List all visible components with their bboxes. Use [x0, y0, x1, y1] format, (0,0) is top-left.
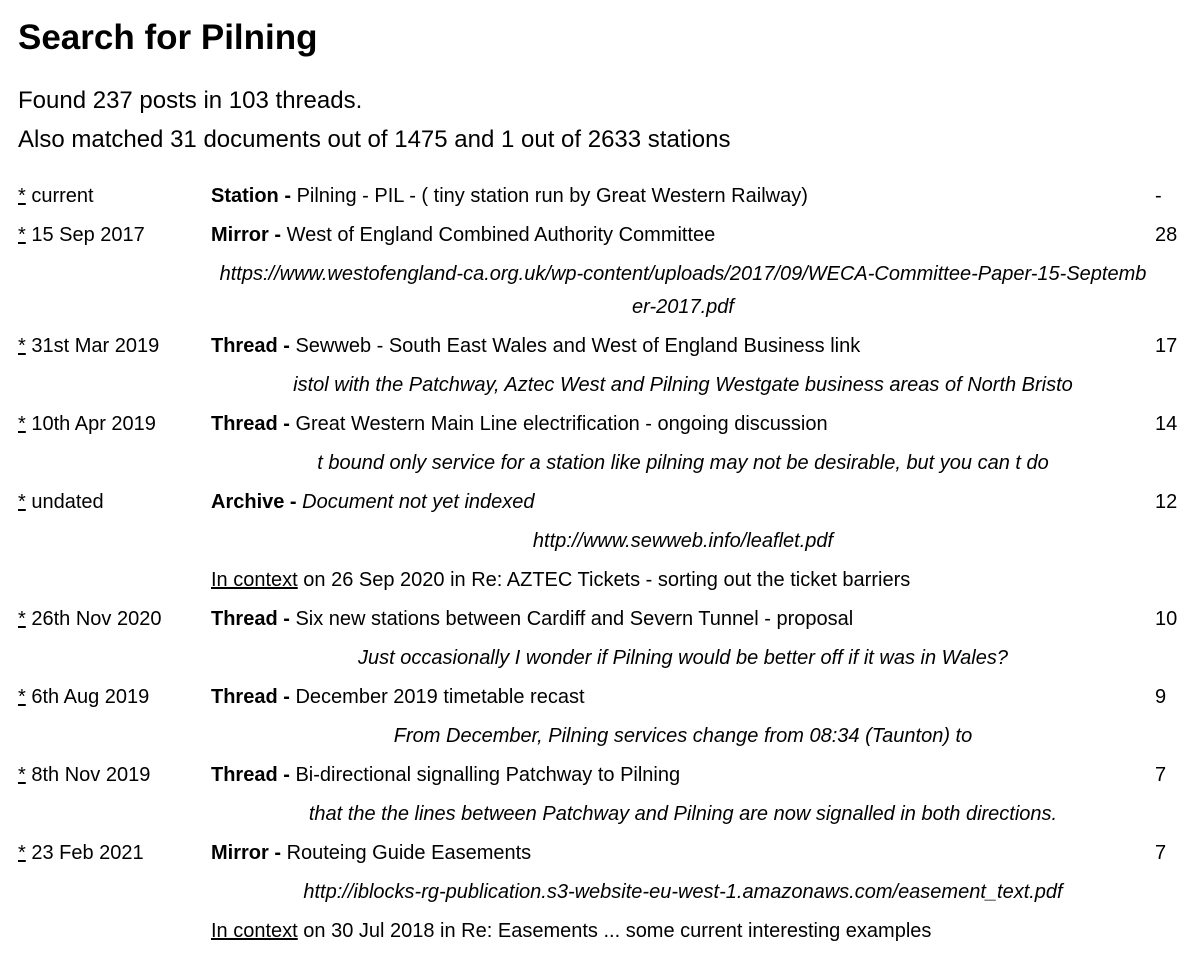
result-snippet: istol with the Patchway, Aztec West and Pilning Westgate business areas of North Bristo [293, 374, 1073, 396]
result-title[interactable]: West of England Combined Authority Committee [286, 224, 716, 246]
result-snippet-row [18, 717, 1188, 756]
result-title-cell [211, 177, 1155, 216]
result-date: 6th Aug 2019 [31, 686, 150, 708]
result-title[interactable]: Bi-directional signalling Patchway to Pilning [295, 764, 681, 786]
result-context-row [18, 912, 1188, 951]
result-date: 23 Feb 2021 [31, 842, 144, 864]
result-date-cell [18, 756, 211, 795]
result-permalink-star[interactable]: * [18, 842, 26, 864]
result-row [18, 327, 1188, 366]
result-kind: Thread - [211, 608, 290, 630]
result-permalink-star[interactable]: * [18, 491, 26, 513]
result-snippet-row [18, 639, 1188, 678]
result-permalink-star[interactable]: * [18, 608, 26, 630]
result-snippet-row [18, 795, 1188, 834]
result-date: 15 Sep 2017 [31, 224, 145, 246]
result-date-cell [18, 600, 211, 639]
result-date: 31st Mar 2019 [31, 335, 160, 357]
result-count: 14 [1155, 413, 1178, 435]
result-count: 7 [1155, 842, 1167, 864]
result-date: undated [31, 491, 104, 513]
context-text: on 30 Jul 2018 in Re: Easements ... some current interesting examples [297, 920, 932, 942]
result-context-row [18, 561, 1188, 600]
context-text: on 26 Sep 2020 in Re: AZTEC Tickets - sorting out the ticket barriers [297, 569, 911, 591]
result-snippet: http://www.sewweb.info/leaflet.pdf [532, 530, 834, 552]
result-permalink-star[interactable]: * [18, 185, 26, 207]
result-permalink-star[interactable]: * [18, 224, 26, 246]
result-permalink-star[interactable]: * [18, 686, 26, 708]
posts-summary: Found 237 posts in 103 threads. [18, 87, 363, 114]
result-title-cell [211, 327, 1155, 366]
result-count: 12 [1155, 491, 1178, 513]
documents-summary: Also matched 31 documents out of 1475 and 1 out of 2633 stations [18, 126, 731, 153]
result-date-cell [18, 177, 211, 216]
result-kind: Thread - [211, 413, 290, 435]
result-date-cell [18, 834, 211, 873]
result-title-cell [211, 405, 1155, 444]
result-kind: Thread - [211, 335, 290, 357]
result-snippet: that the the lines between Patchway and Pilning are now signalled in both directions. [308, 803, 1058, 825]
result-date-cell [18, 483, 211, 522]
result-date-cell [18, 405, 211, 444]
result-kind: Archive - [211, 491, 297, 513]
result-title-cell [211, 756, 1155, 795]
result-date: 26th Nov 2020 [31, 608, 162, 630]
result-title[interactable]: Routeing Guide Easements [286, 842, 532, 864]
result-title-cell [211, 483, 1155, 522]
result-title-cell [211, 678, 1155, 717]
result-snippet-row [18, 366, 1188, 405]
result-kind: Station - [211, 185, 291, 207]
result-snippet: Just occasionally I wonder if Pilning would be better off if it was in Wales? [358, 647, 1008, 669]
result-row [18, 678, 1188, 717]
result-row [18, 216, 1188, 255]
result-title[interactable]: Six new stations between Cardiff and Severn Tunnel - proposal [295, 608, 854, 630]
result-count: 10 [1155, 608, 1178, 630]
result-title-cell [211, 600, 1155, 639]
result-kind: Thread - [211, 686, 290, 708]
result-title[interactable]: Document not yet indexed [302, 491, 535, 513]
result-count: 9 [1155, 686, 1167, 708]
result-title[interactable]: December 2019 timetable recast [295, 686, 585, 708]
result-date-cell [18, 327, 211, 366]
result-title[interactable]: Sewweb - South East Wales and West of England Business link [295, 335, 861, 357]
result-title-cell [211, 834, 1155, 873]
result-snippet-row [18, 522, 1188, 561]
result-count: - [1155, 185, 1162, 207]
result-snippet: t bound only service for a station like pilning may not be desirable, but you can t do [317, 452, 1049, 474]
result-title[interactable]: Pilning - PIL - ( tiny station run by Great Western Railway) [296, 185, 808, 207]
result-row [18, 405, 1188, 444]
result-row [18, 177, 1188, 216]
result-date: current [31, 185, 94, 207]
result-row [18, 834, 1188, 873]
result-count: 28 [1155, 224, 1178, 246]
result-snippet: https://www.westofengland-ca.org.uk/wp-content/uploads/2017/09/WECA-Committee-Paper-15-September-2017.pdf [219, 263, 1147, 318]
result-permalink-star[interactable]: * [18, 413, 26, 435]
result-title[interactable]: Great Western Main Line electrification - ongoing discussion [295, 413, 828, 435]
result-title-cell [211, 216, 1155, 255]
result-snippet-row [18, 873, 1188, 912]
result-permalink-star[interactable]: * [18, 335, 26, 357]
result-date-cell [18, 216, 211, 255]
result-row [18, 483, 1188, 522]
in-context-link[interactable]: In context [211, 920, 298, 942]
results-table [18, 177, 1188, 951]
result-snippet: From December, Pilning services change from 08:34 (Taunton) to [393, 725, 973, 747]
result-count: 17 [1155, 335, 1178, 357]
result-permalink-star[interactable]: * [18, 764, 26, 786]
result-snippet-row [18, 444, 1188, 483]
result-date: 10th Apr 2019 [31, 413, 156, 435]
result-kind: Mirror - [211, 842, 281, 864]
result-row [18, 756, 1188, 795]
result-count: 7 [1155, 764, 1167, 786]
result-snippet-row [18, 255, 1188, 327]
result-row [18, 600, 1188, 639]
result-date: 8th Nov 2019 [31, 764, 151, 786]
result-date-cell [18, 678, 211, 717]
in-context-link[interactable]: In context [211, 569, 298, 591]
result-kind: Mirror - [211, 224, 281, 246]
result-kind: Thread - [211, 764, 290, 786]
page-title: Search for Pilning [18, 18, 318, 57]
result-snippet: http://iblocks-rg-publication.s3-website-eu-west-1.amazonaws.com/easement_text.pdf [303, 881, 1063, 903]
